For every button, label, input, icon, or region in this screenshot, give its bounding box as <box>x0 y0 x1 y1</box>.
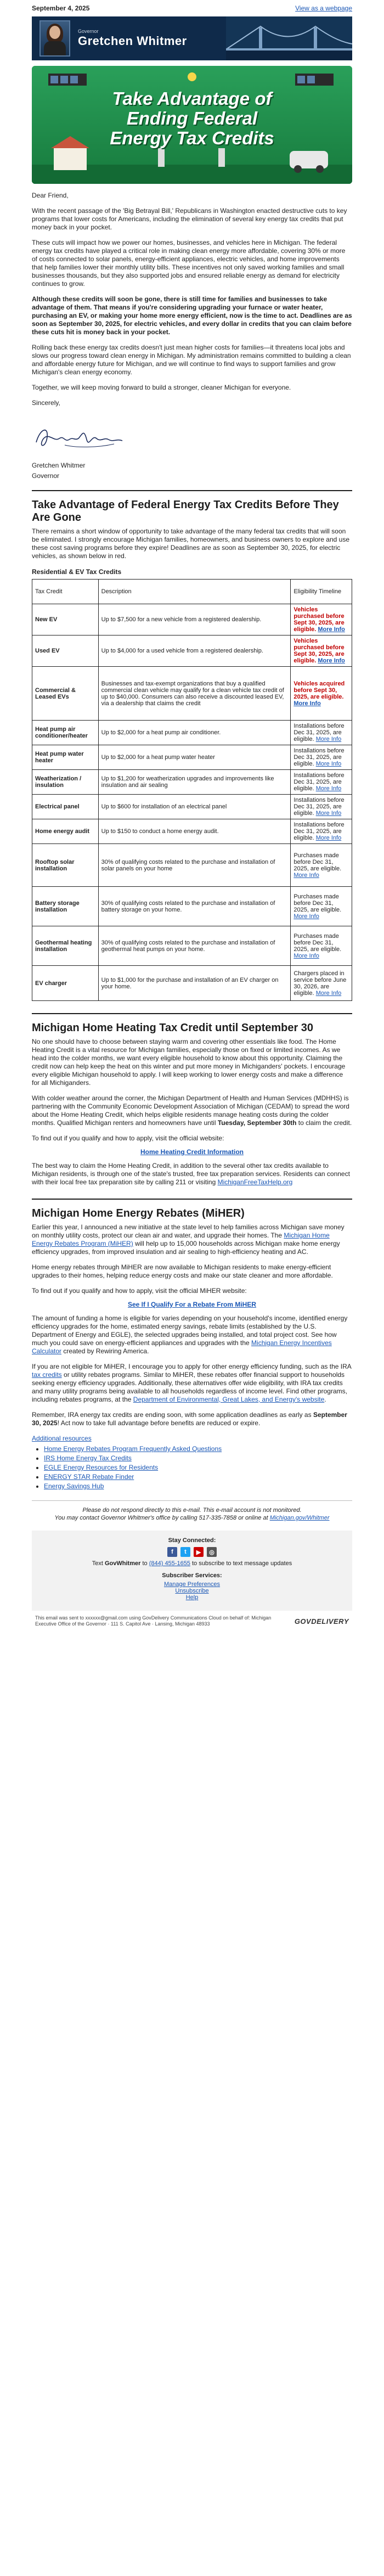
heating-paragraph-2 <box>32 1094 352 1127</box>
stay-connected-label: Stay Connected: <box>168 1537 216 1544</box>
intro-paragraph-5: Together, we will keep moving forward to build a stronger, cleaner Michigan for everyone. <box>32 384 291 391</box>
more-info-link[interactable]: More Info <box>318 626 345 633</box>
miher-deadline: September 30, 2025 <box>32 1411 347 1427</box>
more-info-link[interactable]: More Info <box>318 657 345 664</box>
credit-description: Up to $7,500 for a new vehicle from a registered dealership. <box>98 604 291 635</box>
stay-connected-panel <box>32 1531 352 1611</box>
heating-p2-text: With colder weather around the corner, the Michigan Department of Health and Human Services (MDHHS) is partnering with the Community Economic Development Association of Michigan (CEDAM) to spread the word about the Home Heating Credit, which helps eligible residents manage heating costs during the colder months. Qualified Michigan renters and homeowners have until <box>32 1094 349 1127</box>
credit-eligibility <box>291 770 352 795</box>
eligibility-text: Purchases made before Dec 31, 2025, are eligible. <box>293 893 342 913</box>
credit-eligibility <box>291 635 352 667</box>
intro-paragraph-4: Rolling back these energy tax credits doesn't just mean higher costs for families—it threatens local jobs and slows our progress toward clean energy in Michigan. My administration remains committed to building a clean and affordable energy future for Michigan, and we will continue to find ways to support families and grow Michigan's clean energy economy. <box>32 344 351 376</box>
more-info-link[interactable]: More Info <box>293 871 319 879</box>
header-tax-credit: Tax Credit <box>32 580 99 604</box>
heating-paragraph-3: To find out if you qualify and how to apply, visit the official website: <box>32 1134 224 1142</box>
credit-row <box>32 635 352 667</box>
intro-paragraph-2: These cuts will impact how we power our homes, businesses, and vehicles here in Michigan. The federal energy tax credits have played a critical role in making clean energy more affordable, covering 30% or more of costs connected to solar panels, energy-efficient appliances, electric vehicles, and home improvements that help families lower their monthly utility bills. These incentives not only saved working families and small businesses thousands, but they also supported jobs and ensured reliable energy as demand for electricity continues to grow. <box>32 239 346 288</box>
legal-footer <box>32 1611 352 1627</box>
eligibility-text: Vehicles purchased before Sept 30, 2025, are eligible. <box>293 606 345 633</box>
unsubscribe-link[interactable]: Unsubscribe <box>175 1588 209 1594</box>
contact-text: You may contact Governor Whitmer's office by calling 517-335-7858 or online at <box>54 1515 270 1521</box>
egle-website-link[interactable]: Department of Environmental, Great Lakes, and Energy's website <box>133 1396 325 1403</box>
no-reply-note: Please do not respond directly to this e-mail. This e-mail account is not monitored. <box>82 1507 302 1514</box>
closing: Sincerely, <box>32 399 60 407</box>
header-description: Description <box>98 580 291 604</box>
miher-p6-text: Remember, IRA energy tax credits are ending soon, with some application deadlines as early as <box>32 1411 313 1419</box>
hero-banner <box>32 66 352 184</box>
eligibility-text: Installations before Dec 31, 2025, are eligible. <box>293 747 345 767</box>
contact-note <box>32 1514 352 1522</box>
credit-description: 30% of qualifying costs related to the purchase and installation of geothermal heat pumps on your home. <box>98 926 291 966</box>
header-title <box>78 29 187 48</box>
credit-name: Heat pump water heater <box>32 745 99 770</box>
credits-table-header <box>32 580 352 604</box>
home-heating-info-link[interactable]: Home Heating Credit Information <box>140 1148 244 1156</box>
miher-p5-text: If you are not eligible for MiHER, I encourage you to apply for other energy efficiency funding, such as the IRA <box>32 1363 352 1370</box>
text-line-start: Text <box>92 1560 105 1567</box>
credit-name: New EV <box>32 604 99 635</box>
miher-paragraph-1 <box>32 1223 352 1256</box>
credit-eligibility <box>291 819 352 844</box>
resource-link-egle[interactable]: EGLE Energy Resources for Residents <box>44 1464 159 1471</box>
credit-row <box>32 887 352 926</box>
more-info-link[interactable]: More Info <box>315 835 342 841</box>
miher-paragraph-3: To find out if you qualify and how to apply, visit the official MiHER website: <box>32 1287 247 1295</box>
governor-portrait <box>39 20 70 57</box>
heating-section-title: Michigan Home Heating Tax Credit until September 30 <box>32 1022 314 1034</box>
section-divider <box>32 1013 352 1014</box>
header-eligibility: Eligibility Timeline <box>291 580 352 604</box>
header-label: Governor <box>78 29 99 34</box>
resource-item <box>44 1473 352 1481</box>
credit-description: Up to $2,000 for a heat pump air conditioner. <box>98 721 291 745</box>
credit-eligibility <box>291 887 352 926</box>
incentives-calculator-link[interactable]: Michigan Energy Incentives Calculator <box>32 1339 332 1355</box>
credit-eligibility <box>291 667 352 721</box>
signature-image <box>32 418 125 456</box>
social-links <box>32 1547 352 1557</box>
text-line-end: to subscribe to text message updates <box>190 1560 292 1567</box>
credit-row <box>32 795 352 819</box>
more-info-link[interactable]: More Info <box>293 913 319 920</box>
greeting: Dear Friend, <box>32 192 69 199</box>
eligibility-text: Purchases made before Dec 31, 2025, are eligible. <box>293 932 342 953</box>
credit-name: Rooftop solar installation <box>32 844 99 887</box>
credit-row <box>32 926 352 966</box>
eligibility-text: Installations before Dec 31, 2025, are eligible. <box>293 797 345 817</box>
footer-divider <box>32 1500 352 1501</box>
miher-p6-end: ! Act now to take full advantage before benefits are reduced or expire. <box>57 1419 261 1427</box>
eligibility-text: Purchases made before Dec 31, 2025, are eligible. <box>293 852 342 872</box>
instagram-icon[interactable]: ◎ <box>207 1547 217 1557</box>
credit-eligibility <box>291 745 352 770</box>
miher-paragraph-6 <box>32 1411 352 1427</box>
credit-name: EV charger <box>32 966 99 1001</box>
credit-description: Businesses and tax-exempt organizations that buy a qualified commercial clean vehicle may qualify for a clean vehicle tax credit of up to $40,000. Consumers can also receive a discounted leased EV, via a dealership that claims the credit <box>98 667 291 721</box>
miher-section-title: Michigan Home Energy Rebates (MiHER) <box>32 1207 245 1219</box>
more-info-link[interactable]: More Info <box>315 761 342 767</box>
text-phone-link[interactable]: (844) 455-1655 <box>149 1560 190 1567</box>
footer-note <box>32 1506 352 1522</box>
eligibility-text: Installations before Dec 31, 2025, are eligible. <box>293 772 345 792</box>
legal-text: This email was sent to xxxxxx@gmail.com using GovDelivery Communications Cloud on behalf of: Michigan Executive Office of the Governor · 111 S. Capitol Ave · Lansing, Michigan 48933 <box>35 1615 272 1627</box>
eligibility-text: Chargers placed in service before June 30, 2026, are eligible. <box>293 970 347 997</box>
home-heating-section <box>32 1022 352 1186</box>
credit-name: Commercial & Leased EVs <box>32 667 99 721</box>
credit-eligibility <box>291 721 352 745</box>
manage-preferences-link[interactable]: Manage Preferences <box>163 1581 221 1588</box>
resource-link-irs[interactable]: IRS Home Energy Tax Credits <box>44 1454 132 1462</box>
eligibility-text: Vehicles acquired before Sept 30, 2025, are eligible. <box>293 680 345 700</box>
hero-title-line-3: Energy Tax Credits <box>110 128 274 148</box>
miher-p1-text: Earlier this year, I announced a new initiative at the state level to help families across Michigan save money on monthly utility costs, protect our clean air and water, and upgrade their homes. The <box>32 1223 345 1239</box>
intro-letter <box>32 192 352 480</box>
resource-item <box>44 1482 352 1491</box>
credit-eligibility <box>291 966 352 1001</box>
miher-qualify-link[interactable]: See If I Qualify For a Rebate From MiHER <box>127 1301 257 1308</box>
more-info-link[interactable]: More Info <box>293 700 321 707</box>
additional-resources-heading[interactable]: Additional resources <box>32 1435 92 1442</box>
credit-row <box>32 667 352 721</box>
govdelivery-logo: GOVDELIVERY <box>294 1617 349 1626</box>
miher-p1-end: will help up to 15,000 households across Michigan make home energy efficiency upgrades, from improved insulation and air sealing to high-efficiency heating and AC. <box>32 1240 340 1256</box>
resource-item <box>44 1445 352 1453</box>
youtube-icon[interactable]: ▶ <box>194 1547 204 1557</box>
credit-description: 30% of qualifying costs related to the purchase and installation of battery storage on your home. <box>98 887 291 926</box>
facebook-icon[interactable]: f <box>167 1547 177 1557</box>
miher-section <box>32 1207 352 1491</box>
credit-description: Up to $600 for installation of an electrical panel <box>98 795 291 819</box>
credit-description: Up to $1,000 for the purchase and installation of an EV charger on your home. <box>98 966 291 1001</box>
email-body <box>32 16 352 1627</box>
header-banner <box>32 16 352 60</box>
twitter-icon[interactable]: t <box>180 1547 190 1557</box>
more-info-link[interactable]: More Info <box>293 952 319 959</box>
heating-paragraph-4 <box>32 1162 352 1186</box>
hero-title-line-1: Take Advantage of <box>112 88 272 109</box>
resource-link-energy-star[interactable]: ENERGY STAR Rebate Finder <box>44 1473 134 1481</box>
credit-name: Electrical panel <box>32 795 99 819</box>
credit-description: Up to $2,000 for a heat pump water heater <box>98 745 291 770</box>
credit-description: Up to $4,000 for a used vehicle from a registered dealership. <box>98 635 291 667</box>
text-keyword: GovWhitmer <box>105 1560 141 1567</box>
credit-description: Up to $150 to conduct a home energy audit. <box>98 819 291 844</box>
credit-row <box>32 819 352 844</box>
miher-paragraph-4 <box>32 1314 352 1356</box>
free-tax-help-link[interactable]: MichiganFreeTaxHelp.org <box>217 1178 293 1186</box>
section-divider <box>32 1199 352 1200</box>
text-subscribe-line <box>32 1560 352 1567</box>
governor-website-link[interactable]: Michigan.gov/Whitmer <box>269 1515 330 1521</box>
credits-table <box>32 579 352 1001</box>
credit-eligibility <box>291 795 352 819</box>
miher-p5-middle: or utility rebates programs. Similar to MiHER, these rebates offer financial support to households seeking energy efficiency upgrades. Additionally, these alternatives offer wide eligibility, with IRA tax credits and many utility programs being available to all households regardless of income level. Find other programs, including rebates programs, at the <box>32 1371 347 1403</box>
credit-eligibility <box>291 844 352 887</box>
miher-p5-end: . <box>324 1396 326 1403</box>
credit-row <box>32 966 352 1001</box>
hero-title-line-2: Ending Federal <box>126 108 258 128</box>
more-info-link[interactable]: More Info <box>315 810 342 817</box>
credit-row <box>32 844 352 887</box>
resource-item <box>44 1454 352 1463</box>
subscriber-services-label: Subscriber Services: <box>162 1572 222 1579</box>
miher-paragraph-5 <box>32 1363 352 1404</box>
credit-row <box>32 770 352 795</box>
help-link[interactable]: Help <box>185 1594 199 1601</box>
resource-item <box>44 1464 352 1472</box>
heating-p2-end: to claim the credit. <box>296 1119 352 1127</box>
credit-row <box>32 721 352 745</box>
credit-eligibility <box>291 926 352 966</box>
intro-paragraph-3: Although these credits will soon be gone, there is still time for families and businesses to take advantage of them. That means if you're considering upgrading your furnace or water heater, purchasing an EV, or making your home more energy efficient, now is the time to act. Deadlines are as soon as September 30, 2025, for electric vehicles, and every dollar in credits that you can claim before these cuts hit is money back in your pocket. <box>32 295 352 336</box>
miher-p4-end: created by Rewiring America. <box>61 1347 149 1355</box>
heating-deadline: Tuesday, September 30th <box>217 1119 297 1127</box>
credit-name: Home energy audit <box>32 819 99 844</box>
header-name: Gretchen Whitmer <box>78 34 187 48</box>
heating-paragraph-1: No one should have to choose between staying warm and covering other essentials like food. The Home Heating Credit is a vital resource for Michigan families, especially those on fixed or limited incomes. As we head into the colder months, we want every eligible household to know about this opportunity. Claiming the credit now can help keep the heat on this winter and put more money in Michiganders' pockets. I encourage every eligible Michigan household to apply. I will keep working to lower energy costs and make a difference for all Michiganders. <box>32 1038 346 1087</box>
resource-link-faq[interactable]: Home Energy Rebates Program Frequently Asked Questions <box>44 1445 222 1453</box>
section-divider <box>32 490 352 491</box>
hero-title <box>32 89 352 148</box>
credit-description: Up to $1,200 for weatherization upgrades and improvements like insulation and air sealing <box>98 770 291 795</box>
eligibility-text: Installations before Dec 31, 2025, are eligible. <box>293 822 345 841</box>
federal-section-title: Take Advantage of Federal Energy Tax Credits Before They Are Gone <box>32 499 339 524</box>
miher-paragraph-2: Home energy rebates through MiHER are now available to Michigan residents to make energy-efficient upgrades to their homes, helping reduce energy costs and make our state cleaner and more affordable. <box>32 1263 333 1279</box>
credit-name: Battery storage installation <box>32 887 99 926</box>
resources-list <box>32 1445 352 1491</box>
signer-title: Governor <box>32 472 60 480</box>
top-bar <box>0 0 384 16</box>
intro-paragraph-1: With the recent passage of the 'Big Betrayal Bill,' Republicans in Washington enacted destructive cuts to key programs that lower costs for Americans, including the elimination of several key energy tax credits that put money back in your pocket. <box>32 207 347 231</box>
federal-credits-section <box>32 499 352 1001</box>
credit-description: 30% of qualifying costs related to the purchase and installation of solar panels on your home <box>98 844 291 887</box>
credit-eligibility <box>291 604 352 635</box>
credit-name: Used EV <box>32 635 99 667</box>
email-date: September 4, 2025 <box>32 4 90 12</box>
miher-program-link[interactable]: Michigan Home Energy Rebates Program (MiHER) <box>32 1231 330 1247</box>
eligibility-text: Vehicles purchased before Sept 30, 2025, are eligible. <box>293 638 345 664</box>
credits-table-title: Residential & EV Tax Credits <box>32 568 122 576</box>
credit-row <box>32 604 352 635</box>
more-info-link[interactable]: More Info <box>315 736 342 743</box>
signer-name: Gretchen Whitmer <box>32 462 86 469</box>
eligibility-text: Installations before Dec 31, 2025, are eligible. <box>293 723 345 743</box>
credit-row <box>32 745 352 770</box>
credit-name: Heat pump air conditioner/heater <box>32 721 99 745</box>
more-info-link[interactable]: More Info <box>315 785 342 792</box>
mackinac-bridge-graphic <box>226 16 352 60</box>
credit-name: Weatherization / insulation <box>32 770 99 795</box>
view-as-webpage-link[interactable]: View as a webpage <box>295 4 352 12</box>
credit-name: Geothermal heating installation <box>32 926 99 966</box>
federal-intro: There remains a short window of opportunity to take advantage of the many federal tax credits that will soon be eliminated. I strongly encourage Michigan families, homeowners, and business owners to explore and use these cost saving programs before they expire! Deadlines are as soon as September 30, 2025, for electric vehicles, as shown below in red. <box>32 527 349 560</box>
text-line-to: to <box>140 1560 149 1567</box>
resource-link-savings-hub[interactable]: Energy Savings Hub <box>44 1482 104 1490</box>
ira-tax-credits-link[interactable]: tax credits <box>32 1371 62 1379</box>
more-info-link[interactable]: More Info <box>315 989 342 997</box>
heating-p4-text: The best way to claim the Home Heating Credit, in addition to the several other tax credits available to Michigan residents, is through one of the state's trusted, free tax preparation services. Residents can connect with their local free tax preparation site by calling 211 or visiting <box>32 1162 350 1186</box>
miher-p4-text: The amount of funding a home is eligible for varies depending on your household's income, identified energy efficiency upgrades for the home, estimated energy savings, rebate limits (established by the U.S. Department of Energy and EGLE), the selected upgrades being installed, and total project cost. See how much you could save on energy-efficient appliances and upgrades with the <box>32 1314 348 1347</box>
